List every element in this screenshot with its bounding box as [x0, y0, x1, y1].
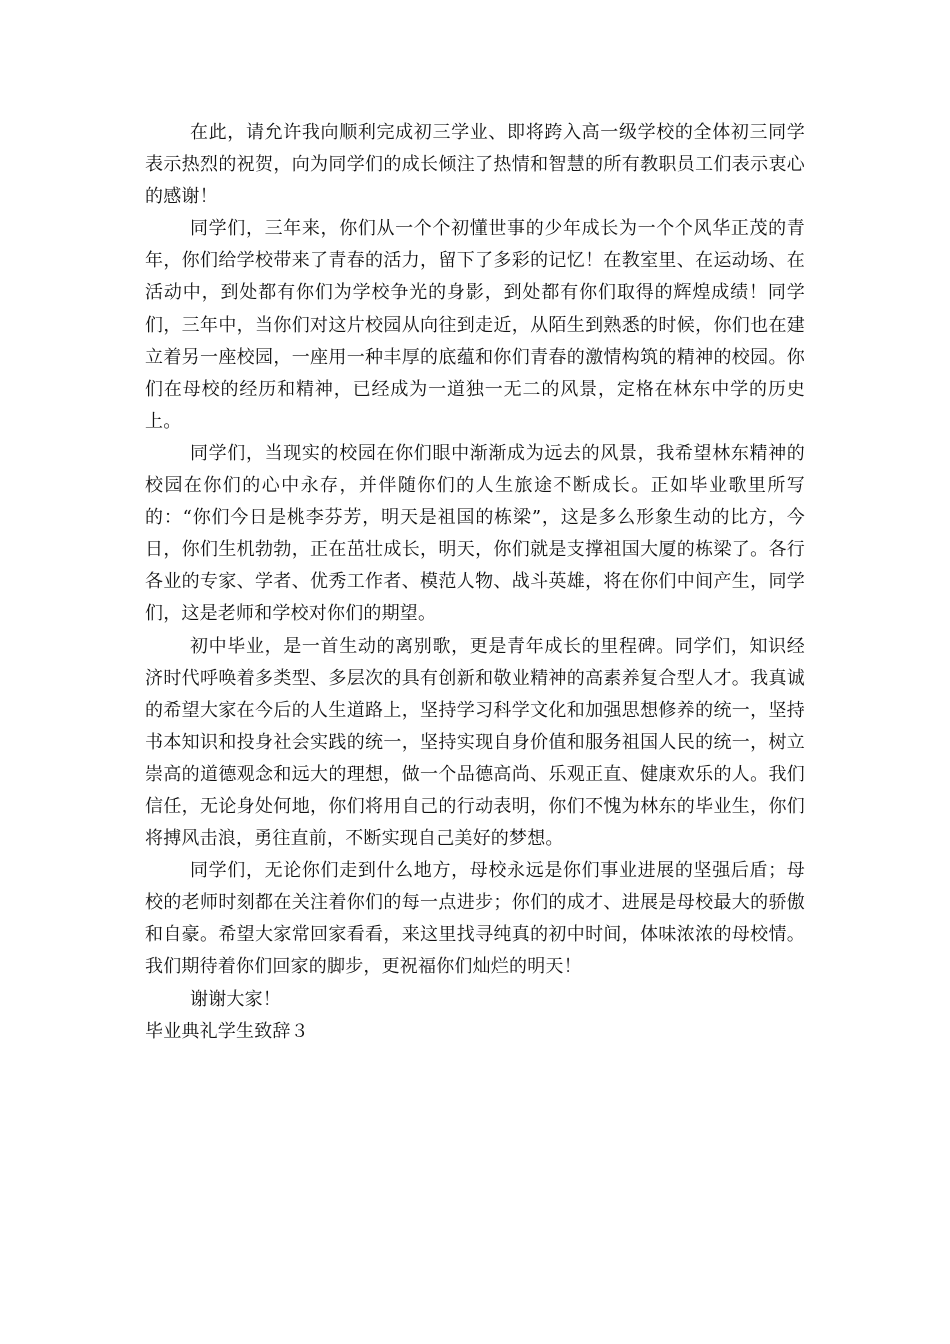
- section-heading: 毕业典礼学生致辞３: [145, 1020, 309, 1042]
- document-body: [145, 117, 805, 1048]
- paragraph-alma-mater: 同学们，无论你们走到什么地方，母校永远是你们事业进展的坚强后盾；母校的老师时刻都在关注着你们的每一点进步；你们的成才、进展是母校最大的骄傲和自豪。希望大家常回家看看，来这里找寻纯真的初中时间，体味浓浓的母校情。我们期待着你们回家的脚步，更祝福你们灿烂的明天！: [145, 860, 805, 978]
- paragraph-campus-spirit: 同学们，当现实的校园在你们眼中渐渐成为远去的风景，我希望林东精神的校园在你们的心中永存，并伴随你们的人生旅途不断成长。正如毕业歌里所写的：“你们今日是桃李芬芳，明天是祖国的栋梁”，这是多么形象生动的比方，今日，你们生机勃勃，正在茁壮成长，明天，你们就是支撑祖国大厦的栋梁了。各行各业的专家、学者、优秀工作者、模范人物、战斗英雄，将在你们中间产生，同学们，这是老师和学校对你们的期望。: [145, 442, 805, 625]
- paragraph-three-years: 同学们，三年来，你们从一个个初懂世事的少年成长为一个个风华正茂的青年，你们给学校带来了青春的活力，留下了多彩的记忆！在教室里、在运动场、在活动中，到处都有你们为学校争光的身影，到处都有你们取得的辉煌成绩！同学们，三年中，当你们对这片校园从向往到走近，从陌生到熟悉的时候，你们也在建立着另一座校园，一座用一种丰厚的底蕴和你们青春的激情构筑的精神的校园。你们在母校的经历和精神，已经成为一道独一无二的风景，定格在林东中学的历史上。: [145, 218, 805, 432]
- paragraph-congratulations: 在此，请允许我向顺利完成初三学业、即将跨入高一级学校的全体初三同学表示热烈的祝贺，向为同学们的成长倾注了热情和智慧的所有教职员工们表示衷心的感谢！: [145, 122, 805, 208]
- paragraph-milestone: 初中毕业，是一首生动的离别歌，更是青年成长的里程碑。同学们，知识经济时代呼唤着多类型、多层次的具有创新和敬业精神的高素养复合型人才。我真诚的希望大家在今后的人生道路上，坚持学习科学文化和加强思想修养的统一，坚持书本知识和投身社会实践的统一，坚持实现自身价值和服务祖国人民的统一，树立崇高的道德观念和远大的理想，做一个品德高尚、乐观正直、健康欢乐的人。我们信任，无论身处何地，你们将用自己的行动表明，你们不愧为林东的毕业生，你们将搏风击浪，勇往直前，不断实现自己美好的梦想。: [145, 635, 805, 850]
- paragraph-thanks: 谢谢大家！: [190, 988, 281, 1010]
